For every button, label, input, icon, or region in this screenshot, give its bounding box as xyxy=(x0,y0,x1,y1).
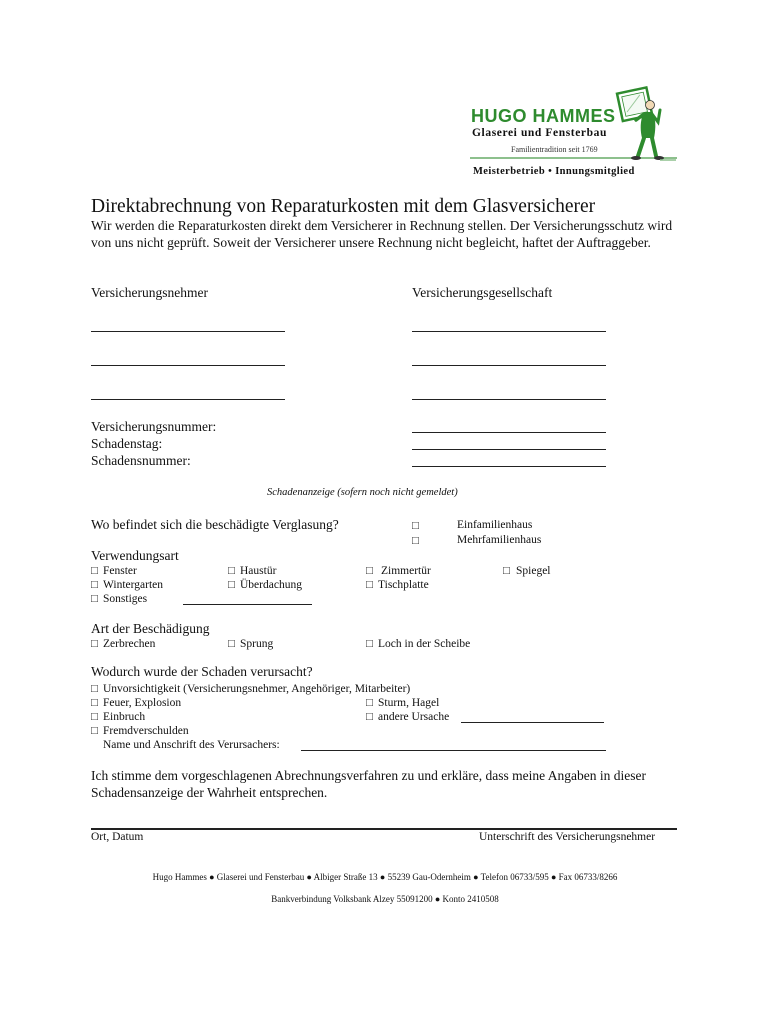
option-sturm: Sturm, Hagel xyxy=(378,697,440,709)
checkbox-ueberdachung[interactable]: □ xyxy=(228,579,235,591)
insurer-line-3[interactable] xyxy=(412,399,606,400)
company-tradition: Familientradition seit 1769 xyxy=(511,145,598,154)
company-subtitle: Glaserei und Fensterbau xyxy=(472,127,607,139)
checkbox-feuer[interactable]: □ xyxy=(91,697,98,709)
checkbox-einfamilienhaus[interactable]: □ xyxy=(412,520,419,532)
checkbox-spiegel[interactable]: □ xyxy=(503,565,510,577)
option-sprung: Sprung xyxy=(240,638,274,650)
option-sonstiges: Sonstiges xyxy=(103,593,148,605)
signature-line[interactable] xyxy=(91,828,677,830)
place-date-label: Ort, Datum xyxy=(91,831,144,843)
checkbox-einbruch[interactable]: □ xyxy=(91,711,98,723)
policyholder-line-1[interactable] xyxy=(91,331,285,332)
option-andere-ursache: andere Ursache xyxy=(378,711,450,723)
option-zimmertuer: Zimmertür xyxy=(381,565,431,577)
culprit-label: Name und Anschrift des Verursachers: xyxy=(103,739,280,751)
policyholder-line-2[interactable] xyxy=(91,365,285,366)
checkbox-zerbrechen[interactable]: □ xyxy=(91,638,98,650)
location-question: Wo befindet sich die beschädigte Verglasung? xyxy=(91,517,339,532)
footer-bank: Bankverbindung Volksbank Alzey 55091200 ● Konto 2410508 xyxy=(271,894,499,904)
damage-type-heading: Art der Beschädigung xyxy=(91,621,210,636)
checkbox-sonstiges[interactable]: □ xyxy=(91,593,98,605)
policy-number-line[interactable] xyxy=(412,432,606,433)
andere-ursache-line[interactable] xyxy=(461,722,604,723)
checkbox-fenster[interactable]: □ xyxy=(91,565,98,577)
option-unvorsichtigkeit: Unvorsichtigkeit (Versicherungsnehmer, Angehöriger, Mitarbeiter) xyxy=(103,683,411,695)
culprit-line[interactable] xyxy=(301,750,606,751)
damage-number-label: Schadensnummer: xyxy=(91,453,191,468)
damage-number-line[interactable] xyxy=(412,466,606,467)
checkbox-andere-ursache[interactable]: □ xyxy=(366,711,373,723)
checkbox-fremdverschulden[interactable]: □ xyxy=(91,725,98,737)
consent-statement: Ich stimme dem vorgeschlagenen Abrechnungsverfahren zu und erkläre, dass meine Angaben in dieser Schadensanzeige der Wahrheit entsprechen. xyxy=(91,768,646,800)
checkbox-unvorsichtigkeit[interactable]: □ xyxy=(91,683,98,695)
insurer-line-2[interactable] xyxy=(412,365,606,366)
checkbox-tischplatte[interactable]: □ xyxy=(366,579,373,591)
footer-address: Hugo Hammes ● Glaserei und Fensterbau ● Albiger Straße 13 ● 55239 Gau-Odernheim ● Telefon 06733/595 ● Fax 06733/8266 xyxy=(152,872,618,882)
checkbox-wintergarten[interactable]: □ xyxy=(91,579,98,591)
signature-label: Unterschrift des Versicherungsnehmer xyxy=(479,831,656,843)
checkbox-haustuer[interactable]: □ xyxy=(228,565,235,577)
option-haustuer: Haustür xyxy=(240,565,277,577)
option-wintergarten: Wintergarten xyxy=(103,579,163,591)
cause-heading: Wodurch wurde der Schaden verursacht? xyxy=(91,664,313,679)
checkbox-sprung[interactable]: □ xyxy=(228,638,235,650)
policyholder-label: Versicherungsnehmer xyxy=(91,285,208,300)
glazier-carrying-window-icon xyxy=(614,84,676,164)
intro-paragraph: Wir werden die Reparaturkosten direkt dem Versicherer in Rechnung stellen. Der Versicherungsschutz wird von uns nicht geprüft. Soweit der Versicherer unsere Rechnung nicht begleicht, haftet der Auftraggeber. xyxy=(91,218,673,250)
checkbox-loch[interactable]: □ xyxy=(366,638,373,650)
company-name: HUGO HAMMES xyxy=(471,106,616,126)
option-ueberdachung: Überdachung xyxy=(240,579,302,591)
option-zerbrechen: Zerbrechen xyxy=(103,638,156,650)
policy-number-label: Versicherungsnummer: xyxy=(91,419,217,434)
checkbox-zimmertuer[interactable]: □ xyxy=(366,565,373,577)
document-title: Direktabrechnung von Reparaturkosten mit dem Glasversicherer xyxy=(91,196,596,217)
option-tischplatte: Tischplatte xyxy=(378,579,429,591)
checkbox-mehrfamilienhaus[interactable]: □ xyxy=(412,535,419,547)
option-mehrfamilienhaus: Mehrfamilienhaus xyxy=(457,534,542,546)
checkbox-sturm[interactable]: □ xyxy=(366,697,373,709)
option-feuer: Feuer, Explosion xyxy=(103,697,182,709)
option-loch: Loch in der Scheibe xyxy=(378,638,471,650)
insurer-label: Versicherungsgesellschaft xyxy=(412,285,553,300)
company-qualification: Meisterbetrieb • Innungsmitglied xyxy=(473,166,635,177)
option-spiegel: Spiegel xyxy=(516,565,551,577)
damage-date-line[interactable] xyxy=(412,449,606,450)
damage-date-label: Schadenstag: xyxy=(91,436,163,451)
sonstiges-line[interactable] xyxy=(183,604,312,605)
policyholder-line-3[interactable] xyxy=(91,399,285,400)
usage-heading: Verwendungsart xyxy=(91,548,179,563)
report-heading: Schadenanzeige (sofern noch nicht gemeldet) xyxy=(267,487,458,498)
option-einfamilienhaus: Einfamilienhaus xyxy=(457,519,533,531)
option-fenster: Fenster xyxy=(103,565,137,577)
option-fremdverschulden: Fremdverschulden xyxy=(103,725,189,737)
option-einbruch: Einbruch xyxy=(103,711,146,723)
insurer-line-1[interactable] xyxy=(412,331,606,332)
